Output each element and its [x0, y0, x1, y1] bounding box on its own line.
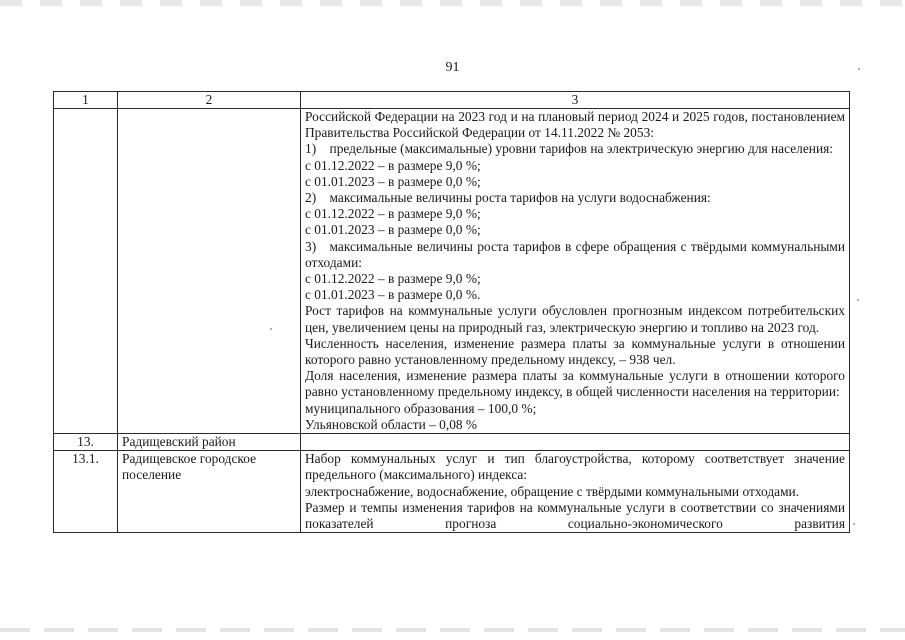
scan-edge-top — [0, 0, 905, 6]
column-header-3: 3 — [301, 92, 850, 109]
row-content-cell — [301, 109, 850, 434]
content-paragraph: с 01.12.2022 – в размере 9,0 %; — [305, 271, 481, 287]
content-paragraph: электроснабжение, водоснабжение, обращение с твёрдыми коммунальными отходами. — [305, 483, 800, 499]
table-row-continuation — [54, 109, 850, 434]
content-paragraph: муниципального образования – 100,0 %; — [305, 400, 537, 416]
content-list-item: 1) предельные (максимальные) уровни тарифов на электрическую энергию для населения: — [305, 141, 834, 157]
row-number-cell — [54, 109, 118, 434]
row-name-cell: Радищевское городское поселение — [118, 451, 301, 533]
content-paragraph: с 01.12.2022 – в размере 9,0 %; — [305, 157, 481, 173]
content-paragraph: Ульяновской области – 0,08 % — [305, 416, 478, 432]
scan-speck — [857, 299, 859, 301]
row-number-cell: 13. — [54, 434, 118, 451]
scan-edge-bottom — [0, 628, 905, 632]
page-number: 91 — [445, 60, 460, 75]
content-list-item: 3) максимальные величины роста тарифов в сфере обращения с твёрдыми коммунальными отходами: — [305, 238, 845, 270]
content-paragraph: с 01.12.2022 – в размере 9,0 %; — [305, 206, 481, 222]
content-paragraph: Рост тарифов на коммунальные услуги обусловлен прогнозным индексом потребительских цен, увеличением цены на природный газ, электрическую энергию и топливо на 2023 год. — [305, 303, 845, 335]
content-paragraph: Набор коммунальных услуг и тип благоустройства, которому соответствует значение предельного (максимального) индекса: — [305, 451, 845, 483]
content-paragraph: с 01.01.2023 – в размере 0,0 %; — [305, 173, 481, 189]
table-row-13 — [54, 434, 850, 451]
row-content-cell — [301, 451, 850, 533]
content-paragraph: с 01.01.2023 – в размере 0,0 %; — [305, 222, 481, 238]
column-header-2: 2 — [118, 92, 301, 109]
content-list-item: 2) максимальные величины роста тарифов на услуги водоснабжения: — [305, 190, 711, 206]
row-name-cell — [118, 109, 301, 434]
row-content-cell — [301, 434, 850, 451]
column-header-1: 1 — [54, 92, 118, 109]
table-row-13-1 — [54, 451, 850, 533]
content-paragraph: Размер и темпы изменения тарифов на коммунальные услуги в соответствии со значениями показателей прогноза социально-экономического развития — [305, 499, 845, 532]
content-paragraph: с 01.01.2023 – в размере 0,0 %. — [305, 287, 481, 303]
scan-speck — [853, 523, 855, 525]
row-number-cell: 13.1. — [54, 451, 118, 533]
content-paragraph: Численность населения, изменение размера платы за коммунальные услуги в отношении которого равно установленному предельному индексу, – 938 чел. — [305, 335, 845, 368]
tariff-table — [53, 91, 850, 533]
table-header-row — [54, 92, 850, 109]
row-name-cell: Радищевский район — [118, 434, 301, 451]
content-paragraph: Доля населения, изменение размера платы за коммунальные услуги в отношении которого равно установленному предельному индексу, в общей численности населения на территории: — [305, 368, 845, 400]
content-paragraph: Российской Федерации на 2023 год и на плановый период 2024 и 2025 годов, постановлением Правительства Российской Федерации от 14.11.2022 № 2053: — [305, 109, 845, 141]
